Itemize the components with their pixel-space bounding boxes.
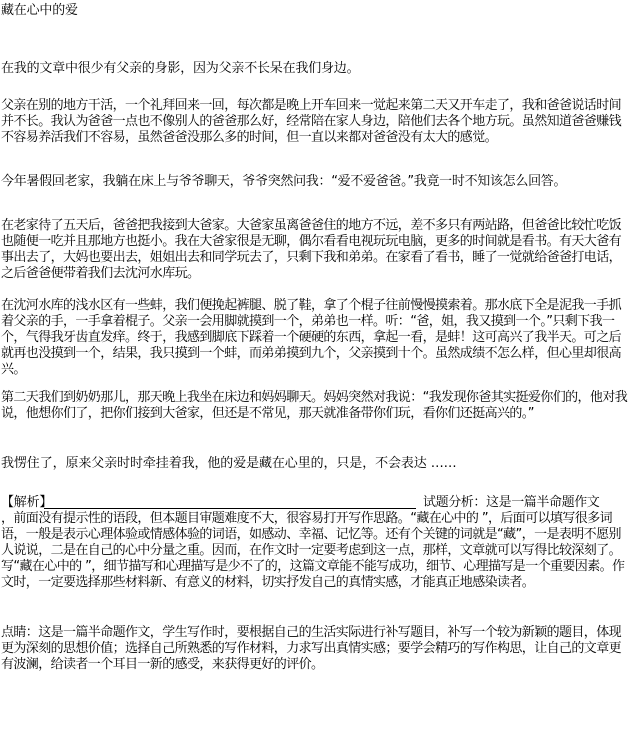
essay-paragraph-1: 在我的文章中很少有父亲的身影，因为父亲不长呆在我们身边。 [1, 61, 360, 76]
essay-paragraph-4: 在老家待了五天后，爸爸把我接到大爸家。大爸家虽离爸爸住的地方不远，差不多只有两站路，但爸爸比较忙吃饭也随便一吃并且那地方也挺小。我在大爸家很是无聊，偶尔看看电视玩玩电脑，更多的时间就是看书。有天大爸有事出去了，大妈也要出去，姐姐出去和同学玩去了，只剩下我和弟弟。在家看了看书，睡了一觉就给爸爸打电话，之后爸爸便带着我们去沈河水库玩。 [1, 218, 622, 281]
essay-paragraph-2: 父亲在别的地方干活，一个礼拜回来一回，每次都是晚上开车回来一觉起来第二天又开车走了，我和爸爸说话时间并不长。我认为爸爸一点也不像别人的爸爸那么好，经常陪在家人身边，陪他们去各个地方玩。虽然知道爸爸赚钱不容易养活我们不容易，虽然爸爸没那么多的时间，但一直以来都对爸爸没有太大的感觉。 [1, 98, 622, 145]
analysis-header [1, 495, 629, 511]
analysis-intro: 试题分析：这是一篇半命题作文 [423, 495, 600, 510]
analysis-body: ，前面没有提示性的语段，但本题目审题难度不大，很容易打开写作思路。“藏在心中的 ”，后面可以填写很多词语，一般是表示心理体验或情感体验的词语，如感动、幸福、记忆等。还有个关键的词就是“藏”，一是表明不愿别人说说，二是在自己的心中分量之重。因而，在作文时一定要考虑到这一点，那样，文章就可以写得比较深刻了。写“藏在心中的 ”，细节描写和心理描写是少不了的，这篇文章能不能写成功，细节、心理描写是一个重要因素。作文时，一定要选择那些材料新、有意义的材料，切实抒发自己的真情实感，才能真正地感染读者。 [1, 511, 625, 590]
essay-paragraph-6: 第二天我们到奶奶那儿，那天晚上我坐在床边和妈妈聊天。妈妈突然对我说：“我发现你爸其实挺爱你们的，他对我说，他想你们了，把你们接到大爸家，但还是不常见，那天就准备带你们玩，看你们还挺高兴的。” [1, 390, 628, 421]
essay-paragraph-5: 在沈河水库的浅水区有一些蚌，我们便挽起裤腿、脱了鞋，拿了个棍子往前慢慢摸索着。那水底下全是泥我一手抓着父亲的手，一手拿着棍子。父亲一会用脚就摸到一个，弟弟也一样。听：“爸，姐，我又摸到一个。”只剩下我一个，气得我牙齿直发痒。终于，我感到脚底下踩着一个硬硬的东西，拿起一看，是蚌！这可高兴了我半天。可之后就再也没摸到一个，结果，我只摸到一个蚌，而弟弟摸到九个，父亲摸到十个。虽然成绩不怎么样，但心里却很高兴。 [1, 298, 622, 377]
essay-paragraph-7: 我愣住了，原来父亲时时牵挂着我，他的爱是藏在心里的，只是，不会表达 …… [1, 456, 457, 471]
analysis-tag: 【解析】 [1, 495, 53, 510]
essay-paragraph-3: 今年暑假回老家，我躺在床上与爷爷聊天，爷爷突然问我：“爱不爱爸爸。”我竟一时不知该怎么回答。 [1, 174, 567, 189]
comment-paragraph: 点睛：这是一篇半命题作文，学生写作时，要根据自己的生活实际进行补写题目，补写一个较为新颖的题目，体现更为深刻的思想价值；选择自己所熟悉的写作材料，力求写出真情实感；要学会精巧的写作构思，让自己的文章更有波澜，给读者一个耳目一新的感受，来获得更好的评价。 [1, 625, 622, 672]
analysis-divider [44, 508, 416, 509]
essay-title: 藏在心中的爱 [1, 3, 78, 18]
